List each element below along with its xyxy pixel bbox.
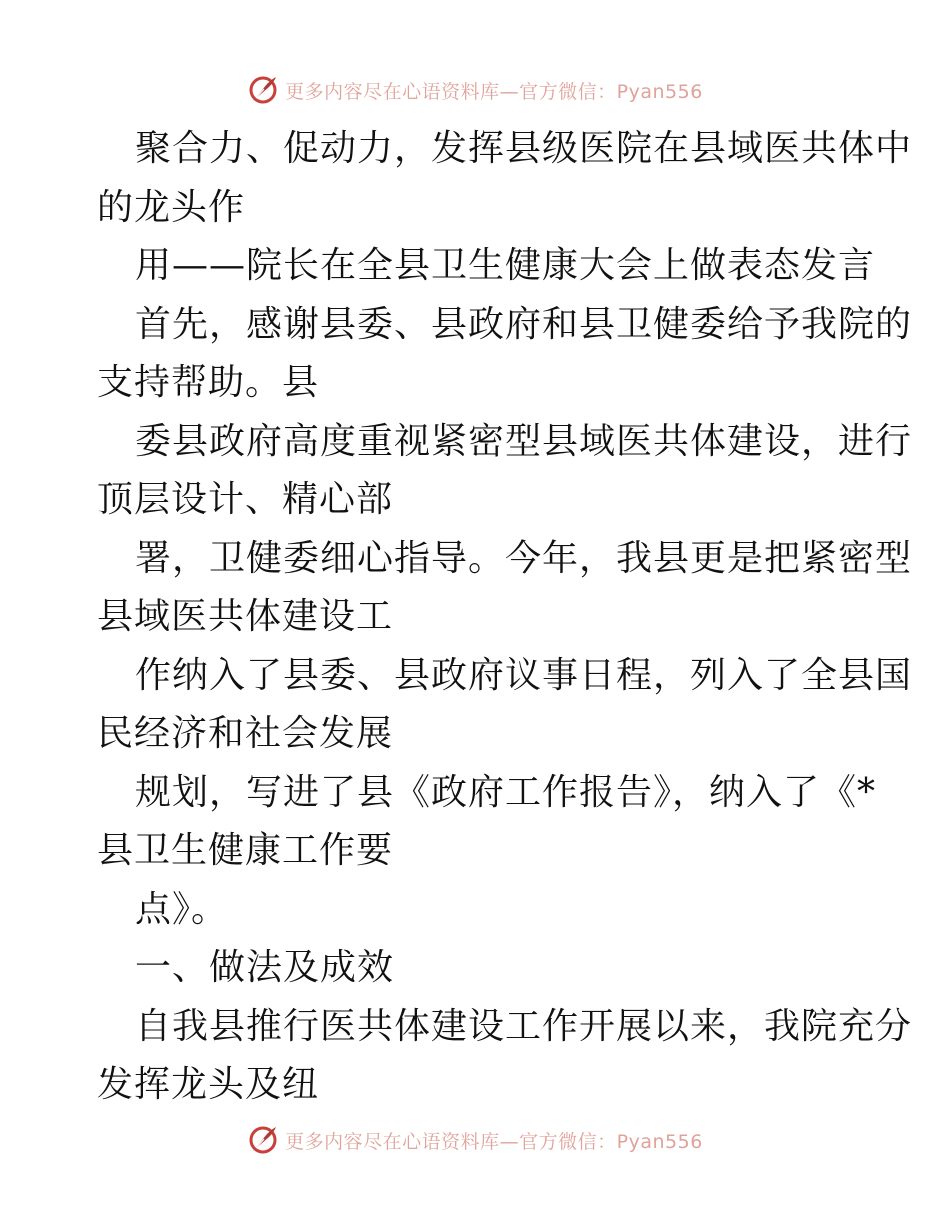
text-line: 的龙头作 xyxy=(97,186,246,228)
quill-circle-logo-icon xyxy=(247,74,279,106)
header-watermark xyxy=(0,70,950,110)
header-watermark-inner xyxy=(247,74,703,106)
text-line: 发挥龙头及纽 xyxy=(97,1064,320,1105)
footer-watermark xyxy=(0,1120,950,1160)
footer-watermark-text: 更多内容尽在心语资料库—官方微信：Pyan556 xyxy=(285,1130,703,1153)
text-line: 民经济和社会发展 xyxy=(97,713,394,754)
text-line: 自我县推行医共体建设工作开展以来，我院充分 xyxy=(135,1005,913,1047)
text-line: 作纳入了县委、县政府议事日程，列入了全县国 xyxy=(135,654,913,696)
text-line: 点》。 xyxy=(135,888,229,930)
section-heading: 一、做法及成效 xyxy=(135,947,395,988)
text-line: 县卫生健康工作要 xyxy=(97,830,394,871)
text-line: 聚合力、促动力，发挥县级医院在县域医共体中 xyxy=(135,128,913,169)
text-line: 首先，感谢县委、县政府和县卫健委给予我院的 xyxy=(135,303,913,345)
text-line: 委县政府高度重视紧密型县域医共体建设，进行 xyxy=(135,420,913,462)
quill-circle-logo-icon xyxy=(247,1124,279,1156)
text-line: 支持帮助。县 xyxy=(97,362,320,403)
text-line: 用——院长在全县卫生健康大会上做表态发言 xyxy=(135,245,876,286)
text-line: 规划，写进了县《政府工作报告》，纳入了《* xyxy=(135,771,877,813)
text-line: 县域医共体建设工 xyxy=(97,596,394,637)
text-line: 署，卫健委细心指导。今年，我县更是把紧密型 xyxy=(135,537,913,579)
document-body xyxy=(97,120,913,1115)
footer-watermark-inner xyxy=(247,1124,703,1156)
text-line: 顶层设计、精心部 xyxy=(97,479,394,520)
header-watermark-text: 更多内容尽在心语资料库—官方微信：Pyan556 xyxy=(285,80,703,103)
